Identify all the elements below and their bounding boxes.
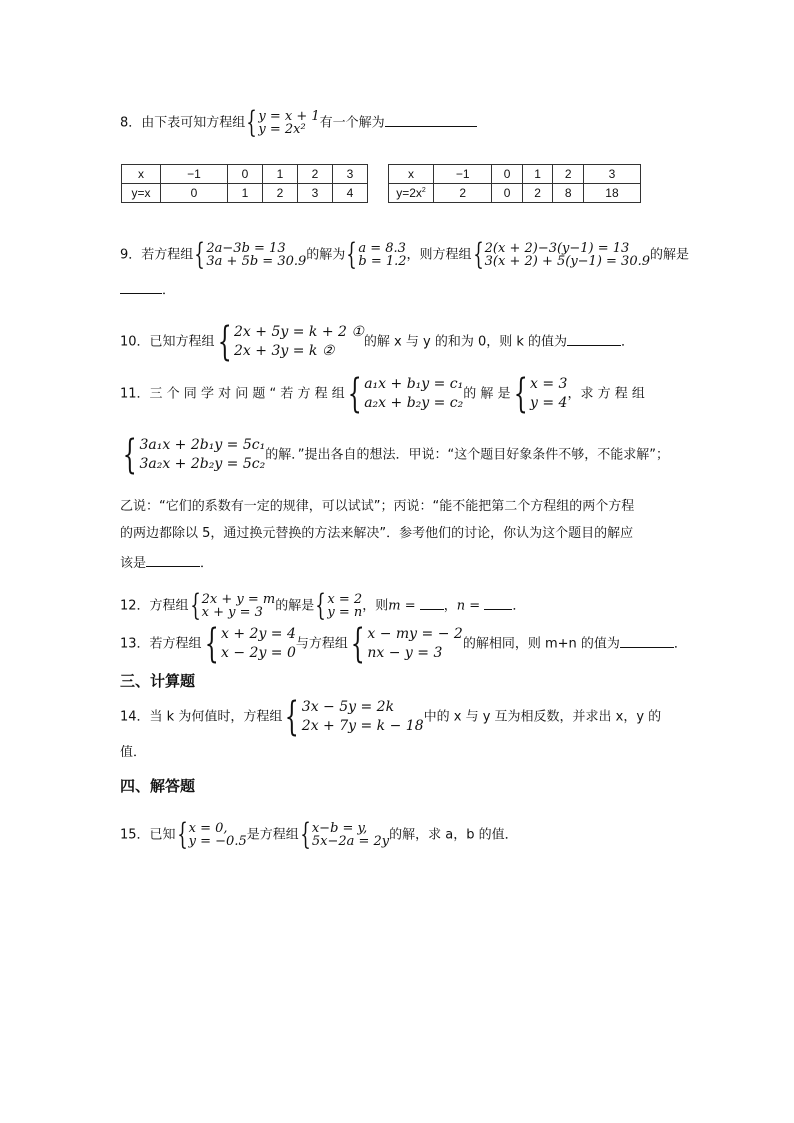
table-cell: 0	[161, 184, 228, 203]
question-11-line-3	[120, 500, 634, 513]
equation: y = −0.5	[188, 834, 247, 849]
question-number: 10．	[120, 334, 150, 350]
table-cell: 18	[583, 184, 640, 203]
table-cell: 0	[227, 165, 262, 184]
equation: y = 4	[529, 395, 568, 411]
question-text: 的解，求 a，b 的值．	[389, 827, 518, 843]
equation: 3x − 5y = 2k	[301, 699, 395, 715]
question-number: 8．	[120, 115, 142, 131]
table-y-equals-x	[121, 164, 368, 203]
question-text: 的解为	[306, 247, 346, 263]
equation-system: { 3a₁x + 2b₁y = 5c₁ 3a₂x + 2b₂y = 5c₂	[122, 432, 266, 478]
question-number: 15．	[120, 827, 150, 843]
question-11-line-2	[120, 432, 669, 478]
equation-system: { x − my = − 2 nx − y = 3	[350, 621, 463, 667]
equation-system: { x = 3 y = 4	[513, 371, 568, 417]
question-text: 该是	[120, 556, 147, 571]
equation: b = 1.2	[358, 254, 407, 269]
equation: x + y = 3	[201, 605, 263, 620]
equals-sign: =	[465, 598, 485, 614]
equation: x − 2y = 0	[221, 645, 296, 661]
table-cell: 0	[492, 165, 523, 184]
equation: 2x + 3y = k ②	[234, 343, 335, 359]
table-row	[122, 184, 368, 203]
answer-blank[interactable]	[567, 345, 621, 346]
question-text: 的解 x 与 y 的和为 0，则 k 的值为	[363, 334, 568, 350]
table-cell: x	[122, 165, 161, 184]
equation: x = 0,	[188, 821, 228, 836]
question-text: 三 个 同 学 对 问 题 “ 若 方 程 组	[149, 386, 345, 402]
equation: y = x + 1	[258, 109, 320, 124]
table-cell: 2	[297, 165, 332, 184]
table-cell: 2	[434, 184, 492, 203]
table-cell: −1	[434, 165, 492, 184]
section-heading-answer: 四、解答题	[120, 777, 196, 795]
question-13	[120, 621, 687, 667]
question-text: 的解是	[650, 247, 690, 263]
question-text: 的解是	[275, 598, 315, 614]
variable-n: n	[456, 598, 466, 614]
question-number: 14．	[120, 709, 150, 725]
table-row	[389, 165, 641, 184]
punctuation: ．	[673, 636, 687, 652]
equation-system: { a₁x + b₁y = c₁ a₂x + b₂y = c₂	[347, 371, 464, 417]
equation: x + 2y = 4	[221, 626, 296, 642]
table-cell: 4	[332, 184, 367, 203]
question-10	[120, 319, 635, 365]
equation: x − my = − 2	[367, 626, 463, 642]
equation-system: { x = 2 y = n	[315, 588, 363, 623]
superscript: 2	[421, 187, 426, 194]
table-y-equals-2x-squared	[388, 164, 641, 203]
equation: 3a₂x + 2b₂y = 5c₂	[139, 456, 266, 472]
equation: y = 2x²	[258, 122, 306, 137]
equation: a₁x + b₁y = c₁	[364, 376, 464, 392]
equation-system	[245, 105, 320, 140]
equation: 2(x + 2)−3(y−1) = 13	[484, 241, 630, 256]
table-row	[389, 184, 641, 203]
answer-blank[interactable]	[385, 126, 477, 127]
question-14	[120, 694, 662, 740]
left-brace: {	[246, 105, 258, 140]
question-11-line-5	[120, 557, 213, 570]
question-9	[120, 237, 690, 272]
equation: 2x + 7y = k − 18	[301, 718, 424, 734]
question-text: 中的 x 与 y 互为相反数，并求出 x，y 的	[423, 709, 662, 725]
equation: 3a + 5b = 30.9	[206, 254, 307, 269]
question-text: 乙说：“它们的系数有一定的规律，可以试试”；丙说：“能不能把第二个方程组的两个方程	[120, 499, 635, 514]
section-heading-calculation: 三、计算题	[120, 672, 196, 690]
table-cell: 2	[262, 184, 297, 203]
equation: 5x−2a = 2y	[311, 834, 390, 849]
question-text: 的两边都除以 5，通过换元替换的方法来解决”．参考他们的讨论，你认为这个题目的解应	[120, 526, 634, 541]
answer-blank[interactable]	[120, 293, 162, 294]
equation-system: { x = 0, y = −0.5	[176, 817, 247, 852]
punctuation: ．	[162, 283, 176, 298]
question-text: 当 k 为何值时，方程组	[149, 709, 283, 725]
equation-system: { 3x − 5y = 2k 2x + 7y = k − 18	[285, 694, 424, 740]
question-text: ，则	[362, 598, 389, 614]
question-text: ，求 方 程 组	[567, 386, 645, 402]
equation: 2x + 5y = k + 2 ①	[234, 324, 364, 340]
question-number: 13．	[120, 636, 150, 652]
equation-system: { a = 8.3 b = 1.2	[346, 237, 407, 272]
table-cell: 1	[522, 165, 553, 184]
question-text: 已知	[149, 827, 176, 843]
question-text: 是方程组	[246, 827, 299, 843]
table-cell: 3	[583, 165, 640, 184]
question-text: 值．	[120, 745, 147, 760]
equation: x−b = y,	[311, 821, 368, 836]
equation: 2a−3b = 13	[206, 241, 286, 256]
equation-system: { x + 2y = 4 x − 2y = 0	[204, 621, 296, 667]
punctuation: ．	[512, 598, 526, 614]
question-12	[120, 588, 526, 623]
table-cell: 3	[297, 184, 332, 203]
equation: 3(x + 2) + 5(y−1) = 30.9	[484, 254, 650, 269]
question-text: 的解相同，则 m+n 的值为	[462, 636, 620, 652]
question-text: 若方程组	[141, 247, 194, 263]
equation-system: { 2x + 5y = k + 2 ① 2x + 3y = k ②	[217, 319, 364, 365]
question-text: 与方程组	[295, 636, 348, 652]
question-text: 的解．”提出各自的想法．甲说：“这个题目好象条件不够，不能求解”；	[265, 447, 669, 463]
question-number: 9．	[120, 247, 142, 263]
question-9-answer	[120, 284, 175, 297]
table-cell	[389, 184, 434, 203]
table-cell: 1	[227, 184, 262, 203]
equation-system: { 2x + y = m x + y = 3	[189, 588, 276, 623]
equation: y = n	[327, 605, 363, 620]
table-cell: 3	[332, 165, 367, 184]
question-text: 若方程组	[149, 636, 202, 652]
table-cell: 2	[522, 184, 553, 203]
table-cell: x	[389, 165, 434, 184]
question-11	[120, 371, 645, 417]
equation-system: { 2(x + 2)−3(y−1) = 13 3(x + 2) + 5(y−1) = 30.9	[472, 237, 650, 272]
question-text: 的 解 是	[463, 386, 511, 402]
table-cell: 1	[262, 165, 297, 184]
question-text: ，则方程组	[406, 247, 472, 263]
equals-sign: =	[400, 598, 420, 614]
question-11-line-4	[120, 527, 633, 540]
table-cell: 2	[553, 165, 584, 184]
equation-system: { 2a−3b = 13 3a + 5b = 30.9	[194, 237, 307, 272]
table-cell: y=x	[122, 184, 161, 203]
equation: nx − y = 3	[367, 645, 443, 661]
answer-blank[interactable]	[620, 647, 674, 648]
equation: 3a₁x + 2b₁y = 5c₁	[139, 437, 266, 453]
question-text: 有一个解为	[319, 115, 385, 131]
table-row	[122, 165, 368, 184]
question-number: 12．	[120, 598, 150, 614]
question-15	[120, 817, 518, 852]
question-14-line-2	[120, 746, 146, 759]
question-text: 已知方程组	[149, 334, 215, 350]
question-text: 方程组	[149, 598, 189, 614]
question-8	[120, 105, 477, 140]
variable-m: m	[388, 598, 401, 614]
table-cell: 0	[492, 184, 523, 203]
answer-blank-m[interactable]	[420, 609, 444, 610]
punctuation: ，	[443, 598, 457, 614]
answer-blank[interactable]	[146, 566, 200, 567]
equation: 2x + y = m	[201, 592, 276, 607]
equation: x = 3	[529, 376, 568, 392]
equation: a₂x + b₂y = c₂	[364, 395, 464, 411]
punctuation: ．	[621, 334, 635, 350]
question-number: 11．	[120, 386, 150, 402]
equation: a = 8.3	[358, 241, 406, 256]
table-cell: 8	[553, 184, 584, 203]
punctuation: ．	[200, 556, 214, 571]
equation-system: { x−b = y, 5x−2a = 2y	[300, 817, 390, 852]
table-cell: −1	[161, 165, 228, 184]
equation: x = 2	[327, 592, 363, 607]
question-text: 由下表可知方程组	[141, 115, 246, 131]
answer-blank-n[interactable]	[484, 609, 512, 610]
row-label: y=2x	[396, 186, 422, 200]
